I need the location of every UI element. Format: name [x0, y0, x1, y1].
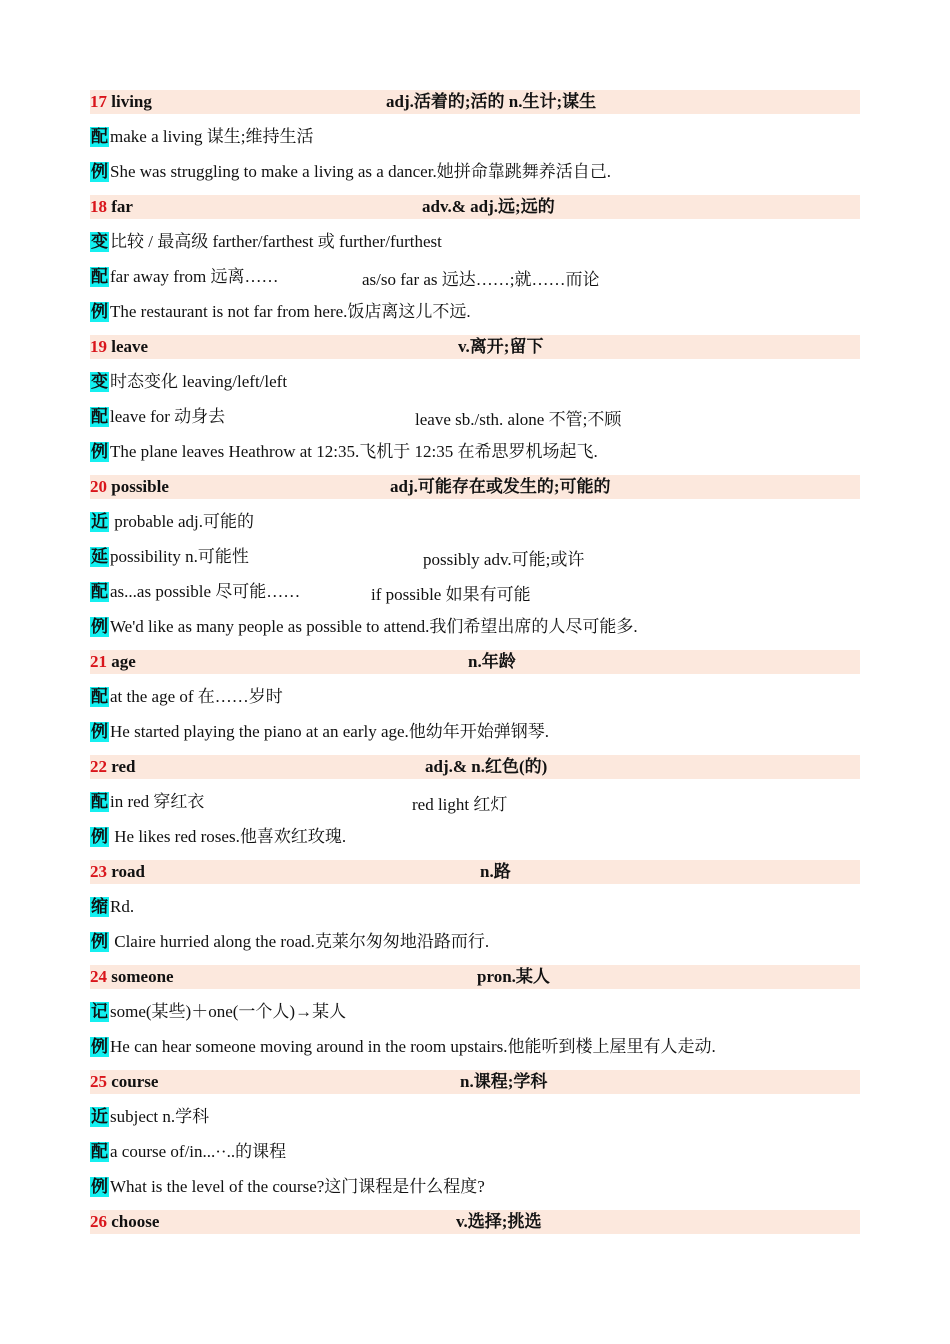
detail-second-phrase: as/so far as 远达……;就……而论: [362, 270, 600, 289]
detail-text: [90, 1035, 716, 1059]
detail-tag: 例: [91, 827, 108, 846]
detail-second-phrase: if possible 如果有可能: [371, 585, 531, 604]
header-line: [90, 195, 860, 219]
entry-number: 21: [90, 652, 107, 671]
entry-header: [90, 755, 860, 790]
detail-text: [90, 580, 300, 604]
detail-content: Claire hurried along the road.克莱尔匆匆地沿路而行.: [110, 932, 490, 951]
part-of-speech: pron.某人: [477, 967, 550, 986]
header-line: [90, 1070, 860, 1094]
entry-detail-line: [90, 300, 860, 335]
detail-second-phrase: red light 红灯: [412, 795, 508, 814]
entry-detail-line: [90, 825, 860, 860]
detail-text: [90, 160, 611, 184]
detail-text: [90, 615, 638, 639]
detail-tag: 例: [91, 302, 108, 321]
entry-header: [90, 1070, 860, 1105]
detail-text: [90, 230, 442, 254]
entry-number: 24: [90, 967, 107, 986]
entry-detail-line: [90, 790, 860, 825]
detail-tag: 例: [91, 932, 108, 951]
detail-text: [90, 265, 279, 289]
detail-tag: 例: [91, 1177, 108, 1196]
entry-detail-line: [90, 1175, 860, 1210]
detail-tag: 配: [91, 407, 108, 426]
header-line: [90, 90, 860, 114]
detail-content: as...as possible 尽可能……: [110, 582, 301, 601]
headword: choose: [111, 1212, 160, 1231]
entry-header: [90, 195, 860, 230]
part-of-speech: adj.活着的;活的 n.生计;谋生: [386, 92, 597, 111]
entry-number: 25: [90, 1072, 107, 1091]
detail-tag: 变: [91, 372, 108, 391]
detail-content: leave for 动身去: [110, 407, 226, 426]
detail-text: [90, 930, 489, 954]
detail-second-phrase: leave sb./sth. alone 不管;不顾: [415, 410, 622, 429]
detail-content: in red 穿红衣: [110, 792, 205, 811]
entry-detail-line: [90, 1140, 860, 1175]
header-line: [90, 755, 860, 779]
entry-number: 19: [90, 337, 107, 356]
detail-tag: 例: [91, 617, 108, 636]
detail-text: [90, 1140, 286, 1164]
header-line: [90, 860, 860, 884]
detail-content: He can hear someone moving around in the room upstairs.他能听到楼上屋里有人走动.: [110, 1037, 716, 1056]
detail-text: [90, 790, 204, 814]
detail-text: [90, 510, 254, 534]
detail-text: [90, 1105, 209, 1129]
part-of-speech: n.课程;学科: [460, 1072, 548, 1091]
entry-detail-line: [90, 615, 860, 650]
entry-detail-line: [90, 405, 860, 440]
detail-content: at the age of 在……岁时: [110, 687, 283, 706]
entry-number: 18: [90, 197, 107, 216]
detail-content: possibility n.可能性: [110, 547, 249, 566]
entry-header: [90, 650, 860, 685]
detail-tag: 近: [91, 1107, 108, 1126]
entry-detail-line: [90, 440, 860, 475]
detail-content: 比较 / 最高级 farther/farthest 或 further/furthest: [110, 232, 442, 251]
headword: age: [111, 652, 136, 671]
detail-tag: 配: [91, 687, 108, 706]
detail-tag: 例: [91, 162, 108, 181]
detail-text: [90, 300, 471, 324]
headword: living: [111, 92, 152, 111]
detail-text: [90, 1175, 485, 1199]
part-of-speech: v.离开;留下: [458, 337, 544, 356]
entry-detail-line: [90, 265, 860, 300]
header-line: [90, 1210, 860, 1234]
detail-tag: 例: [91, 1037, 108, 1056]
headword: far: [111, 197, 133, 216]
entry-number: 22: [90, 757, 107, 776]
entry-detail-line: [90, 895, 860, 930]
detail-content: He started playing the piano at an early age.他幼年开始弹钢琴.: [110, 722, 550, 741]
header-line: [90, 475, 860, 499]
detail-content: make a living 谋生;维持生活: [110, 127, 314, 146]
detail-tag: 配: [91, 582, 108, 601]
entry-detail-line: [90, 580, 860, 615]
detail-content: a course of/in...··..的课程: [110, 1142, 287, 1161]
detail-tag: 变: [91, 232, 108, 251]
entry-number: 26: [90, 1212, 107, 1231]
part-of-speech: n.年龄: [468, 652, 516, 671]
detail-content: She was struggling to make a living as a dancer.她拼命靠跳舞养活自己.: [110, 162, 611, 181]
detail-content: subject n.学科: [110, 1107, 210, 1126]
entry-detail-line: [90, 930, 860, 965]
detail-tag: 配: [91, 792, 108, 811]
detail-content: What is the level of the course?这门课程是什么程度?: [110, 1177, 485, 1196]
detail-text: [90, 825, 346, 849]
part-of-speech: adj.可能存在或发生的;可能的: [390, 477, 611, 496]
detail-content: 时态变化 leaving/left/left: [110, 372, 288, 391]
headword: leave: [111, 337, 149, 356]
detail-text: [90, 895, 134, 919]
detail-content: He likes red roses.他喜欢红玫瑰.: [110, 827, 347, 846]
detail-content: some(某些)＋one(一个人)→某人: [110, 1002, 347, 1021]
detail-text: [90, 125, 314, 149]
detail-text: [90, 685, 283, 709]
entry-header: [90, 90, 860, 125]
detail-tag: 例: [91, 722, 108, 741]
detail-content: probable adj.可能的: [110, 512, 254, 531]
detail-tag: 延: [91, 547, 108, 566]
entry-header: [90, 1210, 860, 1245]
entry-detail-line: [90, 125, 860, 160]
entry-detail-line: [90, 510, 860, 545]
headword: course: [111, 1072, 159, 1091]
part-of-speech: n.路: [480, 862, 511, 881]
detail-tag: 配: [91, 127, 108, 146]
part-of-speech: adj.& n.红色(的): [425, 757, 548, 776]
entry-header: [90, 335, 860, 370]
part-of-speech: adv.& adj.远;远的: [422, 197, 555, 216]
entry-number: 17: [90, 92, 107, 111]
entry-detail-line: [90, 160, 860, 195]
headword: possible: [111, 477, 169, 496]
detail-content: far away from 远离……: [110, 267, 279, 286]
entry-detail-line: [90, 1105, 860, 1140]
headword: road: [111, 862, 145, 881]
entry-number: 20: [90, 477, 107, 496]
entry-header: [90, 965, 860, 1000]
entry-detail-line: [90, 370, 860, 405]
detail-text: [90, 545, 249, 569]
entry-detail-line: [90, 1000, 860, 1035]
entry-header: [90, 475, 860, 510]
detail-text: [90, 405, 225, 429]
detail-tag: 例: [91, 442, 108, 461]
entry-detail-line: [90, 230, 860, 265]
headword: someone: [111, 967, 174, 986]
detail-tag: 记: [91, 1002, 108, 1021]
detail-text: [90, 1000, 346, 1024]
detail-tag: 缩: [91, 897, 108, 916]
detail-second-phrase: possibly adv.可能;或许: [423, 550, 585, 569]
header-line: [90, 335, 860, 359]
detail-tag: 配: [91, 267, 108, 286]
detail-content: The restaurant is not far from here.饭店离这儿不远.: [110, 302, 471, 321]
part-of-speech: v.选择;挑选: [456, 1212, 542, 1231]
vocabulary-list: [90, 90, 860, 1245]
detail-content: The plane leaves Heathrow at 12:35.飞机于 12:35 在希思罗机场起飞.: [110, 442, 598, 461]
detail-content: We'd like as many people as possible to attend.我们希望出席的人尽可能多.: [110, 617, 638, 636]
detail-text: [90, 720, 549, 744]
entry-detail-line: [90, 685, 860, 720]
entry-detail-line: [90, 1035, 860, 1070]
header-line: [90, 965, 860, 989]
detail-text: [90, 370, 287, 394]
detail-tag: 配: [91, 1142, 108, 1161]
entry-header: [90, 860, 860, 895]
header-line: [90, 650, 860, 674]
entry-detail-line: [90, 720, 860, 755]
headword: red: [111, 757, 136, 776]
detail-content: Rd.: [110, 897, 135, 916]
entry-number: 23: [90, 862, 107, 881]
entry-detail-line: [90, 545, 860, 580]
detail-text: [90, 440, 598, 464]
detail-tag: 近: [91, 512, 108, 531]
